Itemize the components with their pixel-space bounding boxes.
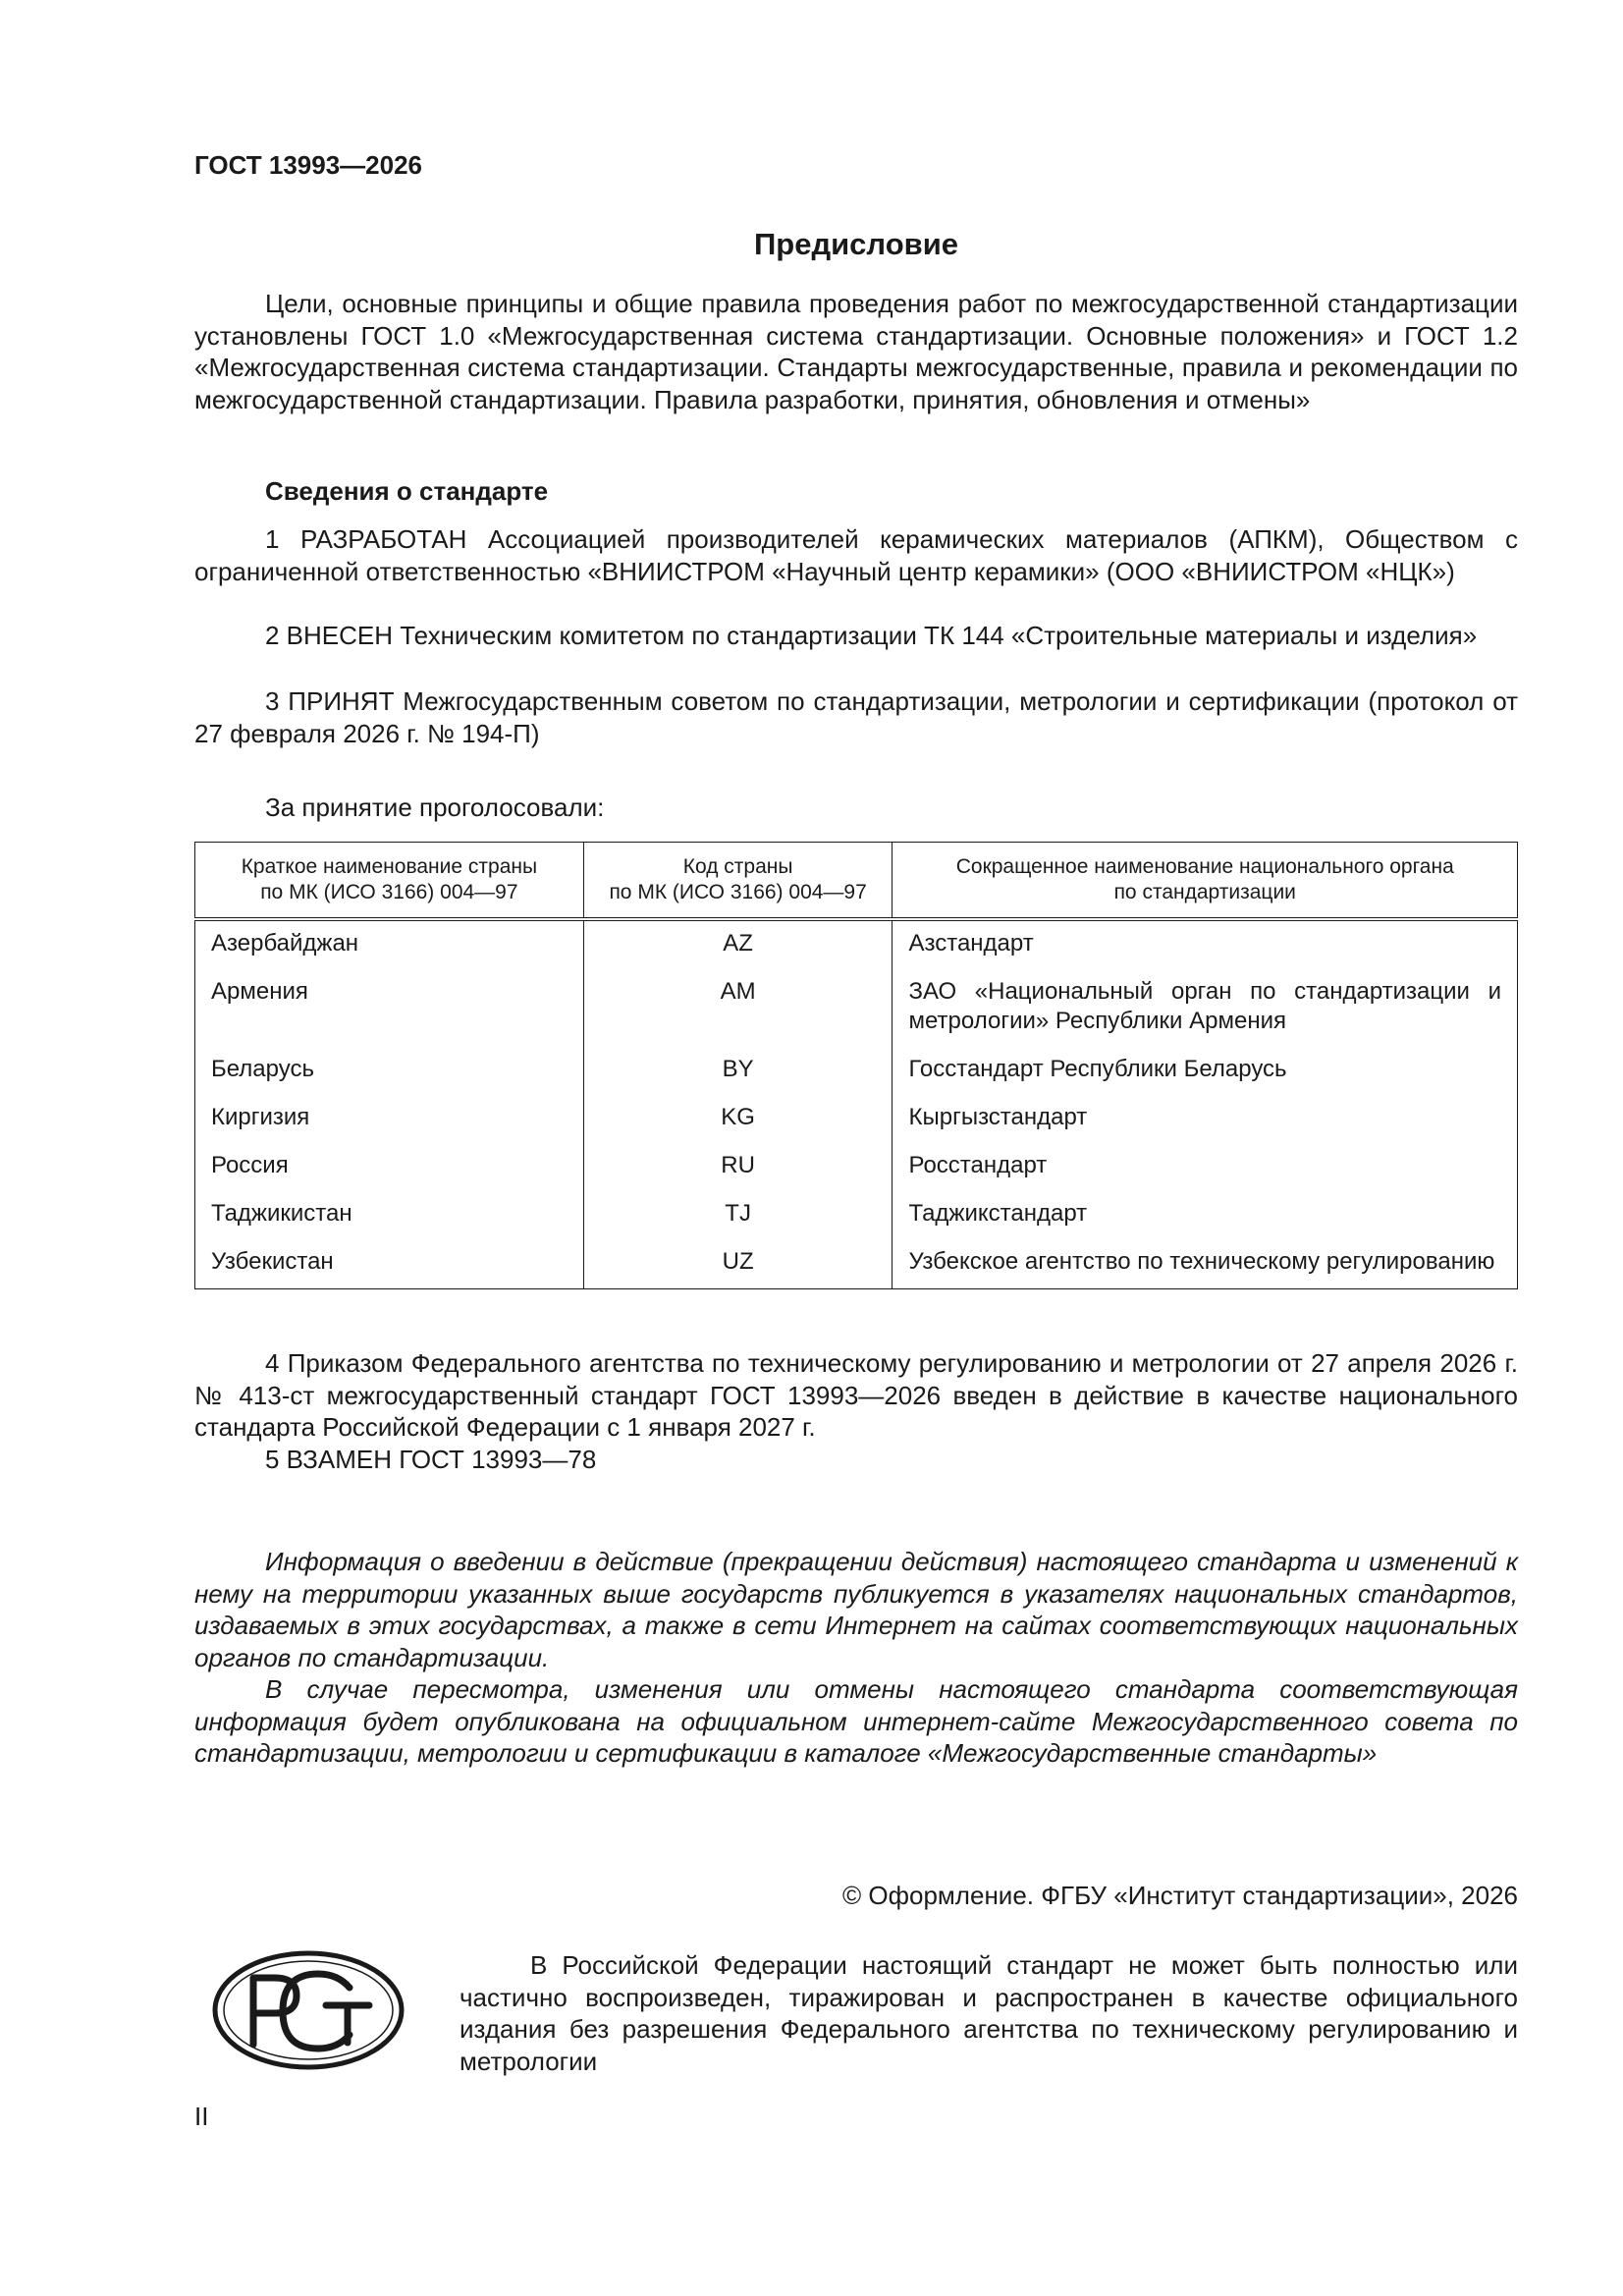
table-row	[195, 1095, 1518, 1143]
table-row	[195, 1143, 1518, 1191]
italic-note-1: Информация о введении в действие (прекращении действия) настоящего стандарта и изменений к нему на территории указанных выше государств публикуется в указателях национальных стандартов, издаваемых в этих государствах, а также в сети Интернет на сайтах соответствующих национальных органов по стандартизации.	[194, 1547, 1518, 1672]
cell-country: Таджикистан	[195, 1191, 584, 1239]
header-code: Код страны по МК (ИСО 3166) 004—97	[583, 843, 893, 920]
cell-body: Таджикстандарт	[893, 1191, 1518, 1239]
cell-body: ЗАО «Национальный орган по стандартизации и метрологии» Республики Армения	[893, 969, 1518, 1047]
cell-country: Киргизия	[195, 1095, 584, 1143]
header-body: Сокращенное наименование национального органа по стандартизации	[893, 843, 1518, 920]
vote-label: За принятие проголосовали:	[265, 793, 605, 822]
cell-country: Беларусь	[195, 1047, 584, 1095]
item-5-replaces: 5 ВЗАМЕН ГОСТ 13993—78	[265, 1445, 597, 1474]
cell-code: RU	[583, 1143, 893, 1191]
voting-table	[194, 842, 1518, 1289]
info-heading: Сведения о стандарте	[265, 476, 549, 506]
table-row	[195, 1239, 1518, 1289]
table-row	[195, 1047, 1518, 1095]
cell-country: Россия	[195, 1143, 584, 1191]
cell-code: KG	[583, 1095, 893, 1143]
copyright-line: © Оформление. ФГБУ «Институт стандартизации», 2026	[842, 1881, 1518, 1910]
cell-code: TJ	[583, 1191, 893, 1239]
cell-code: AM	[583, 969, 893, 1047]
cell-body: Кыргызстандарт	[893, 1095, 1518, 1143]
table-row	[195, 1191, 1518, 1239]
item-1-developed: 1 РАЗРАБОТАН Ассоциацией производителей керамических материалов (АПКМ), Обществом с ограниченной ответственностью «ВНИИСТРОМ «Научный центр керамики» (ООО «ВНИИСТРОМ «НЦК»)	[194, 524, 1518, 586]
item-2-submitted: 2 ВНЕСЕН Техническим комитетом по стандартизации ТК 144 «Строительные материалы и изделия»	[265, 621, 1478, 650]
cell-body: Узбекское агентство по техническому регулированию	[893, 1239, 1518, 1289]
cell-code: UZ	[583, 1239, 893, 1289]
cell-country: Узбекистан	[195, 1239, 584, 1289]
cell-code: AZ	[583, 919, 893, 969]
table-row	[195, 969, 1518, 1047]
table-header-row	[195, 843, 1518, 920]
copyright-notice: В Российской Федерации настоящий стандарт не может быть полностью или частично воспроизведен, тиражирован и распространен в качестве официального издания без разрешения Федерального агентства по техническому регулированию и метрологии	[460, 1950, 1518, 2076]
cell-country: Азербайджан	[195, 919, 584, 969]
cell-body: Азстандарт	[893, 919, 1518, 969]
cell-body: Росстандарт	[893, 1143, 1518, 1191]
item-3-adopted: 3 ПРИНЯТ Межгосударственным советом по стандартизации, метрологии и сертификации (протокол от 27 февраля 2026 г. № 194-П)	[194, 686, 1518, 748]
table-row	[195, 919, 1518, 969]
page-number: II	[194, 2102, 209, 2131]
header-country: Краткое наименование страны по МК (ИСО 3166) 004—97	[195, 843, 584, 920]
pct-logo-icon	[210, 1948, 406, 2072]
document-page	[194, 0, 1518, 2296]
cell-code: BY	[583, 1047, 893, 1095]
cell-country: Армения	[195, 969, 584, 1047]
italic-note-2: В случае пересмотра, изменения или отмены настоящего стандарта соответствующая информация будет опубликована на официальном интернет-сайте Межгосударственного совета по стандартизации, метрологии и сертификации в каталоге «Межгосударственные стандарты»	[194, 1674, 1518, 1768]
item-4-order: 4 Приказом Федерального агентства по техническому регулированию и метрологии от 27 апреля 2026 г. № 413-ст межгосударственный стандарт ГОСТ 13993—2026 введен в действие в качестве национального стандарта Российской Федерации с 1 января 2027 г.	[194, 1348, 1518, 1442]
page-title: Предисловие	[753, 227, 958, 261]
cell-body: Госстандарт Республики Беларусь	[893, 1047, 1518, 1095]
standard-code: ГОСТ 13993—2026	[194, 150, 422, 180]
intro-paragraph: Цели, основные принципы и общие правила проведения работ по межгосударственной стандартизации установлены ГОСТ 1.0 «Межгосударственная система стандартизации. Основные положения» и ГОСТ 1.2 «Межгосударственная система стандартизации. Стандарты межгосударственные, правила и рекомендации по межгосударственной стандартизации. Правила разработки, принятия, обновления и отмены»	[194, 289, 1518, 414]
